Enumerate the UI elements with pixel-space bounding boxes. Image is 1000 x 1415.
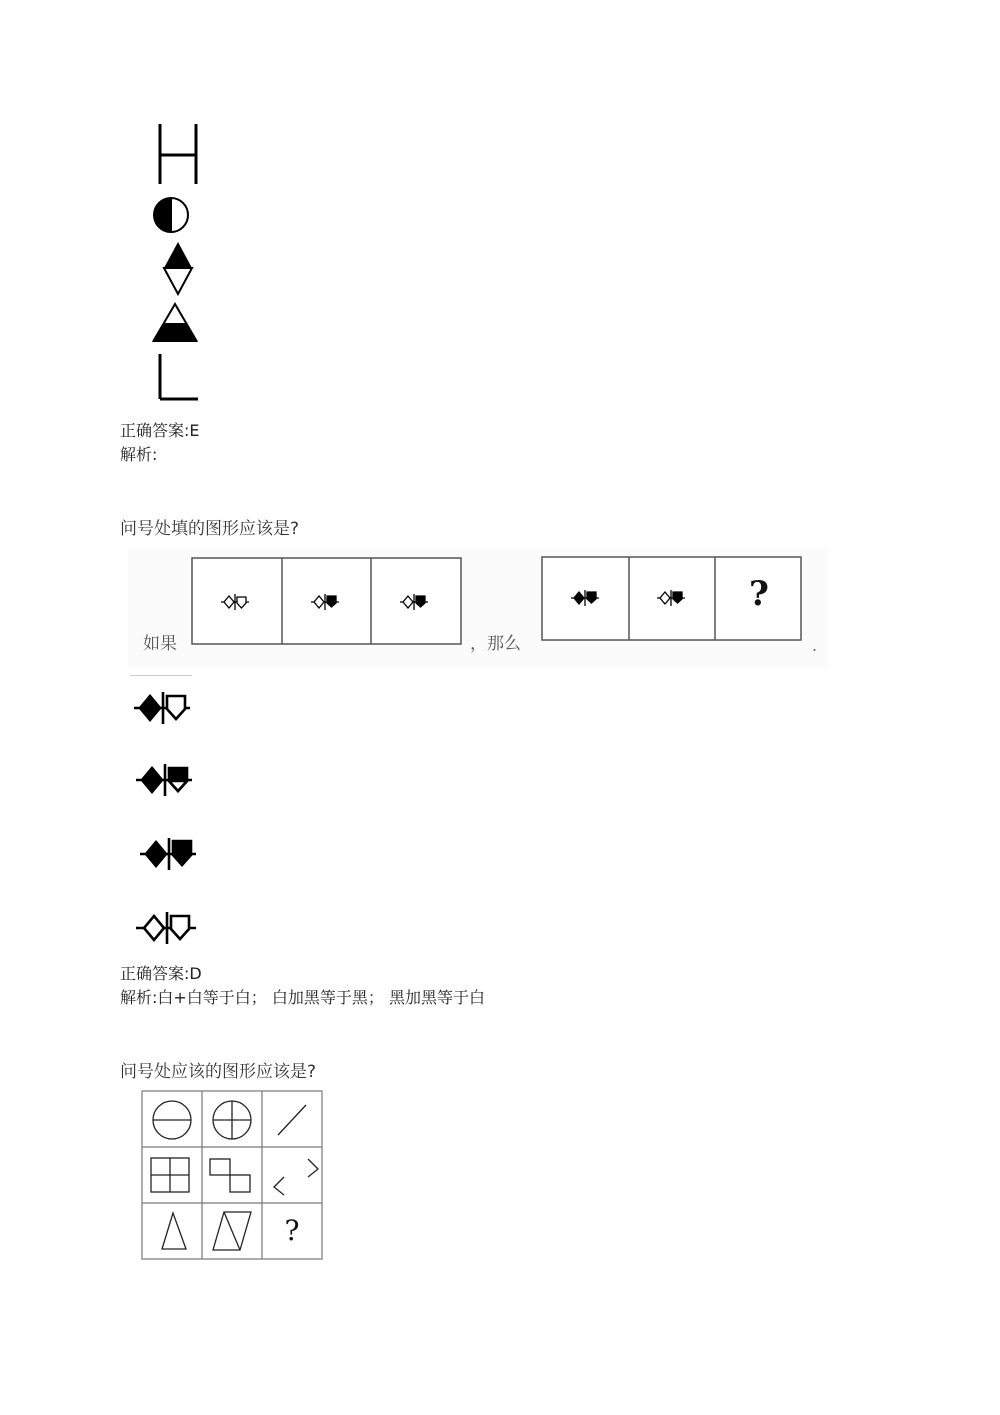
premise-boxes: [191, 557, 463, 646]
option-a-figure: [134, 692, 190, 724]
option-b-figure: [136, 764, 192, 796]
question-mark-box-2: ?: [749, 574, 769, 614]
half-black-triangle-figure: [152, 304, 198, 342]
option-separator: [130, 675, 192, 676]
option-d-figure: [136, 912, 196, 944]
question-2-prompt: 问号处填的图形应该是?: [120, 519, 300, 539]
half-black-circle-figure: [154, 198, 188, 232]
l-shape-figure: [160, 354, 198, 399]
answer-line-2: 正确答案:D: [120, 964, 202, 983]
circle-cross-figure: [213, 1101, 251, 1139]
question-mark-grid: ?: [284, 1214, 300, 1247]
h-shape-figure: [160, 124, 196, 184]
end-mark: .: [812, 636, 818, 655]
if-label: 如果: [143, 634, 177, 654]
analysis-line-1: 解析:: [120, 445, 158, 464]
answer-line-1: 正确答案:E: [120, 421, 200, 440]
then-label: ，那么: [470, 634, 521, 654]
question-3-prompt: 问号处应该的图形应该是?: [120, 1062, 317, 1082]
analysis-line-2: 解析:白+白等于白； 白加黑等于黑； 黑加黑等于白: [120, 988, 485, 1007]
option-figures-2: [128, 680, 210, 950]
half-black-diamond-figure: [164, 242, 192, 294]
option-figures-1: [140, 118, 220, 408]
option-c-figure: [140, 838, 196, 870]
